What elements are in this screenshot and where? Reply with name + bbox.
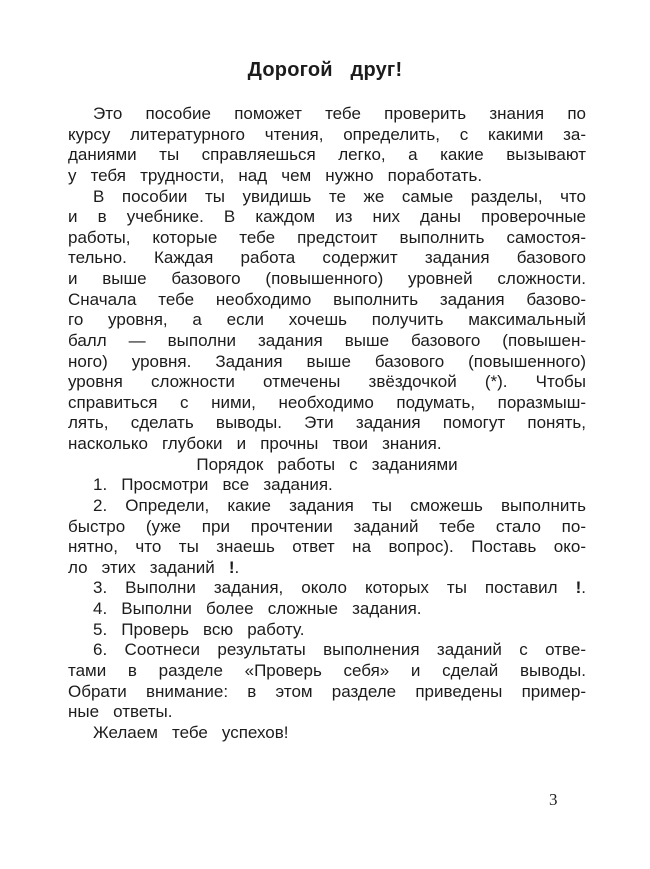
text-line: ного) уровня. Задания выше базового (повышенного) — [68, 351, 586, 371]
text-line: у тебя трудности, над чем нужно поработать. — [68, 165, 483, 185]
list-item-line: 2. Определи, какие задания ты сможешь выполнить — [93, 495, 586, 515]
text-line: тельно. Каждая работа содержит задания базового — [68, 248, 586, 268]
text-line: Желаем тебе успехов! — [93, 722, 289, 742]
bold-exclamation-mark: ! — [575, 578, 582, 598]
text-line: насколько глубоки и прочны твои знания. — [68, 434, 442, 453]
text-line: го уровня, а если хочешь получить максимальный — [68, 310, 586, 330]
text-line: даниями ты справляешься легко, а какие вызывают — [68, 145, 586, 165]
text-line: Сначала тебе необходимо выполнить задания базово- — [68, 289, 586, 309]
text-line: справиться с ними, необходимо подумать, поразмыш- — [68, 392, 586, 412]
text-segment: ло этих заданий — [68, 557, 229, 577]
text-line: Обрати внимание: в этом разделе приведены пример- — [68, 681, 586, 701]
text-line: ные ответы. — [68, 702, 173, 722]
list-item-line: 1. Просмотри все задания. — [93, 475, 333, 495]
list-item-line: 6. Соотнеси результаты выполнения заданий с отве- — [93, 640, 586, 660]
text-block — [68, 104, 586, 743]
page-number: 3 — [549, 790, 558, 809]
text-line: В пособии ты увидишь те же самые разделы, что — [93, 186, 586, 206]
text-line: быстро (уже при прочтении заданий тебе стало по- — [68, 516, 586, 536]
text-line: уровня сложности отмечены звёздочкой (*). Чтобы — [68, 372, 586, 392]
page-title: Дорогой друг! — [247, 59, 403, 81]
text-segment: 3. Выполни задания, около которых ты поставил — [93, 578, 576, 598]
list-item-line: 4. Выполни более сложные задания. — [93, 599, 422, 618]
text-line: нятно, что ты знаешь ответ на вопрос). Поставь око- — [68, 537, 586, 557]
text-line: курсу литературного чтения, определить, с какими за- — [68, 124, 586, 144]
text-line: работы, которые тебе предстоит выполнить самостоя- — [68, 227, 586, 247]
text-segment: . — [234, 557, 240, 577]
text-line: и в учебнике. В каждом из них даны проверочные — [68, 207, 586, 227]
text-line: балл — выполни задания выше базового (повышен- — [68, 330, 586, 350]
list-item-line: 5. Проверь всю работу. — [93, 619, 305, 639]
list-item-line — [68, 578, 586, 599]
text-line — [68, 558, 586, 579]
text-segment: . — [581, 578, 586, 598]
text-line: и выше базового (повышенного) уровней сложности. — [68, 269, 586, 288]
text-line: лять, сделать выводы. Эти задания помогут понять, — [68, 413, 586, 433]
bold-exclamation-mark: ! — [228, 557, 235, 577]
text-line: Это пособие поможет тебе проверить знания по — [93, 104, 586, 123]
section-heading: Порядок работы с заданиями — [196, 454, 458, 474]
text-line: тами в разделе «Проверь себя» и сделай выводы. — [68, 660, 586, 680]
